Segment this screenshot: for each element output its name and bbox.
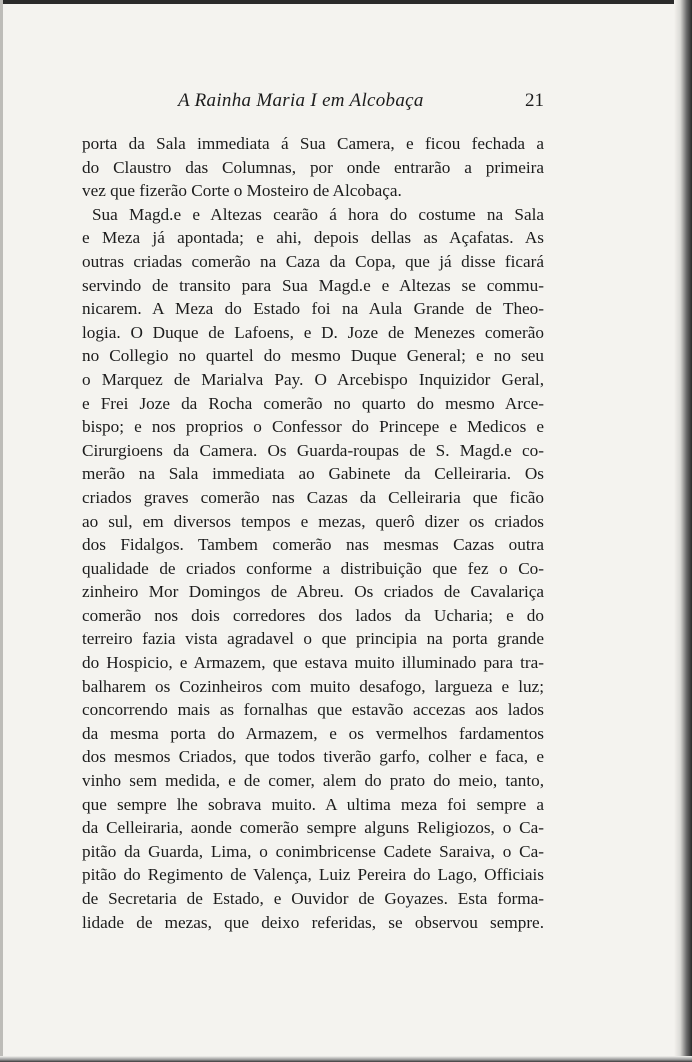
text-line: nicarem. A Meza do Estado foi na Aula Grande de Theo-	[82, 299, 544, 319]
text-line: ao sul, em diversos tempos e mezas, querô dizer os criados	[82, 511, 544, 531]
text-line: zinheiro Mor Domingos de Abreu. Os criados de Cavalariça	[82, 582, 544, 602]
text-line: dos Fidalgos. Tambem comerão nas mesmas Cazas outra	[82, 535, 544, 555]
text-line: Sua Magd.e e Altezas cearão á hora do costume na Sala	[92, 204, 544, 224]
page-edge-bottom	[0, 1056, 692, 1062]
text-line: de Secretaria de Estado, e Ouvidor de Goyazes. Esta forma-	[82, 889, 544, 908]
page-edge-left	[0, 0, 3, 1062]
text-line: comerão nos dois corredores dos lados da Ucharia; e do	[82, 605, 544, 625]
page-number: 21	[525, 90, 544, 111]
text-line: do Hospicio, e Armazem, que estava muito illuminado para tra-	[82, 653, 544, 673]
text-line: dos mesmos Criados, que todos tiverão garfo, colher e faca, e	[82, 747, 544, 767]
text-line: o Marquez de Marialva Pay. O Arcebispo Inquizidor Geral,	[82, 369, 544, 389]
running-head	[82, 90, 544, 120]
text-line: logia. O Duque de Lafoens, e D. Joze de Menezes comerão	[82, 322, 544, 342]
text-line: pitão da Guarda, Lima, o conimbricense Cadete Saraiva, o Ca-	[82, 841, 544, 861]
text-line: terreiro fazia vista agradavel o que principia na porta grande	[82, 629, 544, 649]
page-edge-top	[0, 0, 692, 4]
text-line: criados graves comerão nas Cazas da Celleiraria que ficão	[82, 487, 544, 507]
text-line: e Frei Joze da Rocha comerão no quarto do mesmo Arce-	[82, 393, 544, 413]
running-title: A Rainha Maria I em Alcobaça	[178, 90, 424, 111]
text-line: pitão do Regimento de Valença, Luiz Pereira do Lago, Officiais	[82, 865, 544, 885]
text-line: da Celleiraria, aonde comerão sempre alguns Religiozos, o Ca-	[82, 818, 544, 838]
text-line: que sempre lhe sobrava muito. A ultima meza foi sempre a	[82, 794, 544, 814]
text-line: do Claustro das Columnas, por onde entrarão a primeira	[82, 157, 544, 177]
text-line: concorrendo mais as fornalhas que estavão accezas aos lados	[82, 700, 544, 720]
text-line: porta da Sala immediata á Sua Camera, e ficou fechada a	[82, 134, 544, 153]
text-line: qualidade de criados conforme a distribuição que fez o Co-	[82, 558, 544, 578]
text-line: servindo de transito para Sua Magd.e e Altezas se commu-	[82, 275, 544, 295]
page-edge-right	[674, 0, 692, 1062]
text-line: lidade de mezas, que deixo referidas, se observou sempre.	[82, 912, 544, 932]
text-line: vinho sem medida, e de comer, alem do prato do meio, tanto,	[82, 771, 544, 791]
text-line: da mesma porta do Armazem, e os vermelhos fardamentos	[82, 723, 544, 743]
body-text	[82, 132, 544, 934]
text-line: vez que fizerão Corte o Mosteiro de Alcobaça.	[82, 181, 402, 201]
text-line: bispo; e nos proprios o Confessor do Princepe e Medicos e	[82, 417, 544, 437]
text-line: balharem os Cozinheiros com muito desafogo, largueza e luz;	[82, 676, 544, 696]
text-line: Cirurgioens da Camera. Os Guarda-roupas de S. Magd.e co-	[82, 440, 544, 460]
text-line: e Meza já apontada; e ahi, depois dellas as Açafatas. As	[82, 228, 544, 248]
text-line: no Collegio no quartel do mesmo Duque General; e no seu	[82, 346, 544, 366]
text-line: merão na Sala immediata ao Gabinete da Celleiraria. Os	[82, 464, 544, 484]
text-line: outras criadas comerão na Caza da Copa, que já disse ficará	[82, 251, 544, 271]
